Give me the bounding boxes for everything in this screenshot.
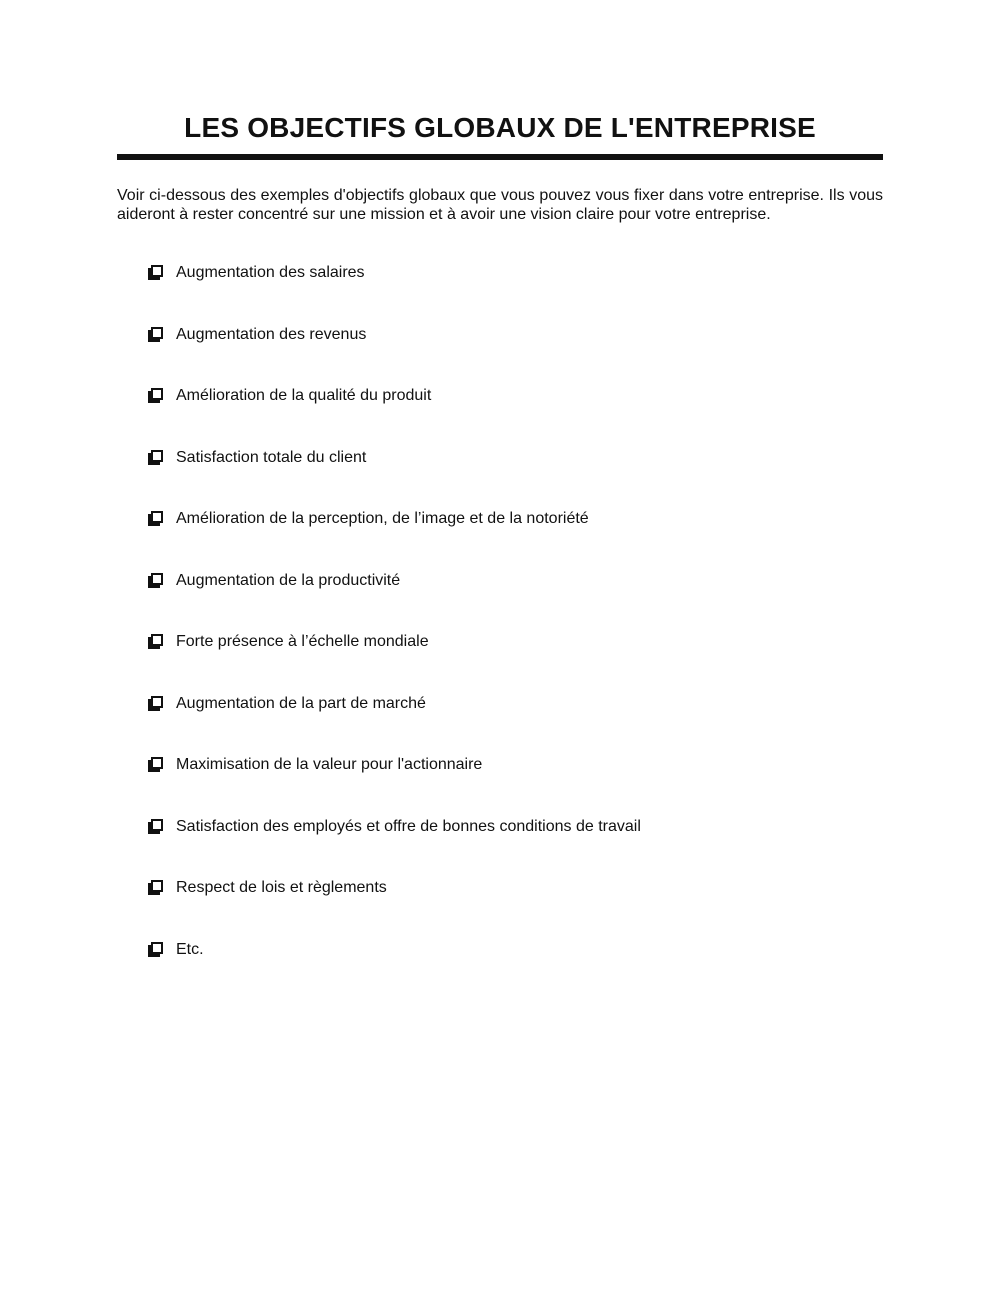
checkbox-icon bbox=[151, 388, 163, 400]
checklist-item-label: Forte présence à l’échelle mondiale bbox=[176, 633, 429, 650]
checklist-item-label: Maximisation de la valeur pour l'actionnaire bbox=[176, 756, 483, 773]
page-title: LES OBJECTIFS GLOBAUX DE L'ENTREPRISE bbox=[184, 112, 816, 143]
checkbox-icon bbox=[151, 573, 163, 585]
checklist-item-label: Satisfaction des employés et offre de bonnes conditions de travail bbox=[176, 817, 641, 835]
checklist-item bbox=[148, 448, 883, 468]
checklist-item bbox=[148, 817, 883, 837]
intro-paragraph: Voir ci-dessous des exemples d'objectifs globaux que vous pouvez vous fixer dans votre entreprise. Ils vous aideront à rester concentré sur une mission et à avoir une vision claire pour votre entreprise. bbox=[117, 187, 883, 223]
checkbox-icon bbox=[151, 942, 163, 954]
checklist-item-label: Augmentation de la part de marché bbox=[176, 694, 426, 712]
checkbox-icon bbox=[151, 880, 163, 892]
checklist-item bbox=[148, 755, 883, 775]
checklist-item bbox=[148, 325, 883, 345]
checkbox-icon bbox=[151, 265, 163, 277]
checklist-item bbox=[148, 386, 883, 406]
checklist-item-label: Satisfaction totale du client bbox=[176, 448, 367, 466]
checklist-item bbox=[148, 878, 883, 898]
checklist-item bbox=[148, 509, 883, 529]
checkbox-icon bbox=[151, 511, 163, 523]
checklist-item-label: Etc. bbox=[176, 940, 204, 958]
objectives-checklist bbox=[148, 263, 883, 960]
title-rule bbox=[117, 154, 883, 160]
checklist-item bbox=[148, 263, 883, 283]
checklist-item-label: Augmentation de la productivité bbox=[176, 571, 401, 589]
checkbox-icon bbox=[151, 450, 163, 462]
checkbox-icon bbox=[151, 634, 163, 646]
checklist-item bbox=[148, 571, 883, 591]
checkbox-icon bbox=[151, 819, 163, 831]
checkbox-icon bbox=[151, 327, 163, 339]
checklist-item-label: Amélioration de la perception, de l’image et de la notoriété bbox=[176, 510, 589, 527]
checklist-item-label: Augmentation des revenus bbox=[176, 325, 367, 343]
checkbox-icon bbox=[151, 696, 163, 708]
checkbox-icon bbox=[151, 757, 163, 769]
checklist-item-label: Amélioration de la qualité du produit bbox=[176, 387, 432, 404]
checklist-item bbox=[148, 632, 883, 652]
checklist-item-label: Augmentation des salaires bbox=[176, 264, 365, 281]
checklist-item bbox=[148, 940, 883, 960]
checklist-item-label: Respect de lois et règlements bbox=[176, 879, 387, 896]
checklist-item bbox=[148, 694, 883, 714]
